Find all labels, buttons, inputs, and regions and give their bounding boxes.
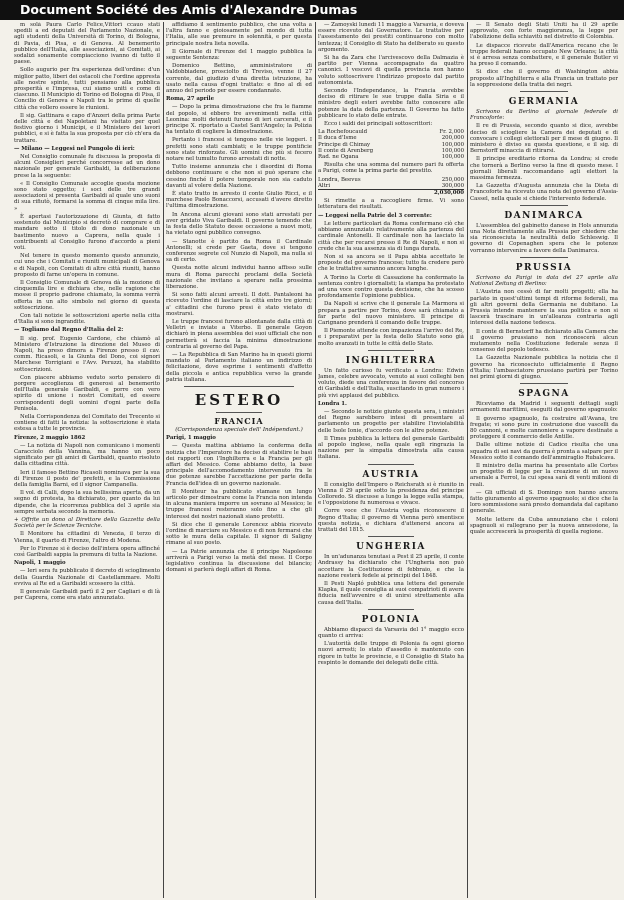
firenze-heading: Firenze, 2 maggio 1862 (14, 434, 86, 441)
paragraph: Molte lettere da Cuba annunziano che i coloni spagnuoli si rallegrano per la nuova annessione, la quale accrescerà la prosperità di quella regione. (470, 516, 618, 535)
paragraph: Si dice che il governo di Washington abbia proposto all'Inghilterra e alla Francia un trattato per la soppressione della tratta dei negri. (470, 69, 618, 88)
paragraph: — Secondo le notizie giunte questa sera, i ministri del Regno sarebbero intesi di presentare al parlamento un progetto per stabilire l'inviolabilità delle Isole Ionie, d'accordo con le altre potenze. (318, 408, 464, 434)
paragraph: In un'adunanza tenutasi a Pest il 25 aprile, il conte Andrassy ha dichiarato che l'Ungheria non può accettare la Costituzione di febbraio, e che la nazione resterà fedele ai principii del 1848. (318, 554, 464, 579)
paragraph: Nella Corrispondenza del Comitato dei Trecento si contiene di fatti la notizia: la sottoscrizione è stata estesa a tutte le provincie. (14, 413, 160, 433)
paragraph: L'Austria non cessò di far molti progetti; ella ha parlato in quest'ultimi tempi di riforme federali, ma gli altri governi della Germania ne dubitano. La Prussia intende mantenere la sua politica e non si lascerà trascinare in un'alleanza contraria agli interessi della nazione tedesca. (470, 289, 618, 327)
loan-value: 250,000 (441, 176, 464, 183)
paragraph: Il conte di Bernstorff ha dichiarato alla Camera che il governo prussiano non riconoscerà alcun mutamento nella Costituzione federale senza il consenso del popolo tedesco. (470, 328, 618, 354)
paragraph: Domenico Bettino, amministratore di Valdobbiadene, prosciolto di Treviso, venne il 27 corrente, dal giudizio d'una diretta istruzione, ha usato nella causa d'ogni trattato: e fino al dì ed annuo del periodo per essere condannato. (166, 63, 312, 95)
section-divider (520, 257, 568, 258)
francia-subheading: (Corrispondenza speciale dell' Indépendant.) (175, 426, 303, 433)
paragraph: Il vol. di Calli, dopo la sua bellissima aperta, da un segno di protesta, ha dichiarato, per quanto da lui dipende, che la ricorrenza pubblica del 3 aprile sia sempre serbata secondo la memoria. (14, 490, 160, 515)
paragraph: Questa notte alcuni individui hanno affisso sulle mura di Roma parecchi proclami della Società nazionale che invitano a sperare nella prossima liberazione. (166, 265, 312, 290)
paragraph: Nel tenere in questo momento questo annunzio, cui uno che i Comitati e riuniti municipali di Genova e di Napoli, con Comitati di altre città riuniti, hanno proposto di farne un'opera in comune. (14, 253, 160, 278)
paragraph: m solà Paura Carlo Felice,Vittorî ccauo stati spedili a ed deputati del Parlamento Nazionale, e agli studenti della Università di Torino, di Bologna, di Pavia, di Pisa, e di Genova. Al benemerito pubblico dell'Italia, alle associazioni, ai Comitati, ai sodalizi sonamente compiacciono ivanno di tutto il paese. (14, 22, 160, 66)
loan-value: 100,000 (441, 154, 464, 161)
item-heading (318, 213, 464, 219)
paragraph: — Dopo la prima dimostrazione che fra le fiamme del popolo, si ebbero tre avvenimenti nella città Leonina: molti detenuti furono di ieri carcerati, e il principe X. riportato a Castel Sant'Angelo; la Polizia ha tentato di cogliere la dimostrazione. (166, 104, 312, 136)
paragraph: Dalle ultime notizie di Cadice risulta che una squadra di sei navi da guerra è pronta a salpare per il Messico sotto il comando dell'ammiraglio Rubalcava. (470, 442, 618, 461)
section-divider (520, 383, 568, 384)
paragraph: Il Monitore ha cittadini di Venezia, il terzo di Vienna, il quarto di Firenze, l'altro di Modena. (14, 531, 160, 544)
paragraph: — Stanotte è partito da Roma il Cardinale Antonelli; si crede per Gaeta, dove si tengono conferenze segrete col Nunzio di Napoli, ma nulla si sa di certo. (166, 238, 312, 264)
paragraph: Il Pesti Napló pubblica una lettera del generale Klapka, il quale consiglia ai suoi compatrioti di avere fiducia nell'avvenire e di unirsi strettamente alla causa dell'Italia. (318, 581, 464, 606)
loan-value: 200,000 (441, 135, 464, 142)
paragraph: Il governo spagnuolo, fa costruire all'Avana, tre fregate; vi sono pure in costruzione due vascelli da 80 cannoni, e molte cannoniere a vapore destinate a proteggere il commercio delle Antille. (470, 415, 618, 441)
loan-table-2 (318, 177, 464, 197)
section-divider (184, 386, 294, 387)
paragraph: La Gazzetta d'Augusta annunzia che la Dieta di Francoforte ha ricevuto una nota del governo d'Assia-Cassel, nella quale si chiede l'intervento federale. (470, 183, 618, 202)
paragraph (470, 275, 618, 287)
paragraph: Il Consiglio Comunale di Genova dà la mozione di cinquemila lire e dichiara che, nelle ragione che mosse il proprio padrone chiamato, la somma verrà offerta in un alto simbolo nel giorno di questa sottoscrizione. (14, 279, 160, 311)
paragraph: A Torino la Corte di Cassazione ha confermato la sentenza contro i giornalisti; la stampa ha protestato ad una voce contro questa decisione, che ha scosso profondamente l'opinione pubblica. (318, 274, 464, 300)
paragraph: Si rimette a a raccogliere firme. Vi sono letteratura dei risultati. (318, 198, 464, 211)
item-heading (14, 435, 160, 441)
paragraph: Le lettere particolari da Roma confermano ciò che abbiamo annunziato relativamente alla partenza del cardinale Antonelli. Il cardinale non ha lasciato la città che per recarsi presso il Re di Napoli, e non si crede che la sua assenza sia di lunga durata. (318, 220, 464, 252)
paragraph: — La notizia di Napoli non comunicano i momenti Caracciolo della Vannina, ma hanno un poco significato per gli amici di Garibaldi, quanto risoluto dalla cittadina città. (14, 442, 160, 468)
item-heading (14, 327, 160, 333)
newspaper-page (14, 22, 620, 898)
paragraph: affidiamo il sentimento pubblico, che una volta a l'altra fanno e gioiosamente pel mondo di tutta l'Italia, alle sue premure in solennità, e per questa principale nostra lieta novella. (166, 22, 312, 47)
polonia-heading: POLONIA (361, 614, 421, 625)
column-1 (14, 22, 160, 898)
loan-name: Londra, Beevus (318, 176, 361, 183)
section-divider (368, 609, 414, 610)
paragraph: Si sono fatti alcuni arresti. Il dott. Pantaleoni ha ricevuto l'ordine di lasciare la città entro tre giorni; a' cittadini che furono presi è stato vietato di mostrarsi. (166, 292, 312, 317)
germania-intro: Scrivono da Berlino al giornale federale di Francoforte: (470, 109, 618, 122)
paragraph: Ieri il famoso Bettino Ricasoli nominava per la sua di Firenze il posto de' prefetti, e la Commissione della famiglia Barni, ed il signor Campanella. (14, 469, 160, 489)
paragraph: Riceviamo da Madrid i seguenti dettagli sugli armamenti marittimi, eseguiti dal governo spagnuolo: (470, 401, 618, 414)
loan-name: Il duca d'Isme (318, 135, 357, 142)
column-3 (318, 22, 464, 898)
londra-heading: Londra 1. (318, 400, 347, 407)
paragraph: Con tali notizie le sottoscrizioni aperte nella citta d'Italia si sono ingrandite. (14, 312, 160, 326)
paragraph: Pertanto i francesi si tengono nelle vie leggeri. I prefetti sono stati cambiati; e le truppe pontificie sono state rinforzate. Gli uomini che più si fecero notare nel tumulto furono arrestati di notte. (166, 137, 312, 163)
napoli-heading: Napoli, 1 maggio (14, 560, 66, 567)
section-divider (368, 536, 414, 537)
paragraph: Nel Consiglio comunale fu discussa la proposta di alcuni Consiglieri perché concorresse ad un dono nazionale per generale Garibaldi, la deliberazione prese la la seguente: (14, 154, 160, 179)
paragraph: Per lo Firenze si è deciso dell'intera opera affinché così Garibaldi sappia la premura di tutta la Nazione. (14, 545, 160, 559)
prussia-heading: PRUSSIA (515, 262, 573, 273)
loan-total-value: 2,030,000 (404, 190, 464, 197)
paragraph: Il sig. prof. Eugenio Cardone, che chiamò al Ministero d'Istruzione la direzione del Museo di Napoli, ha preso dimora a Firenze presso il cav. comm. Ricasoli, e la Giunta del Dono, coi signori Marchese Torrigiani e l'Avv. Peruzzi, ha stabilito sottoscrizioni. (14, 335, 160, 373)
paragraph: — Questa mattina abbiamo la conferma della notizia che l'Imperatore ha deciso di stabilire le basi dei rapporti con l'Inghilterra e la Francia per gli affari del Messico. Come abbiamo detto, la base principale dell'accomodamento intervenuto fra le due potenze sarebbe l'accettazione per parte della Francia dell'idea di un governo nazionale. (166, 443, 312, 487)
paragraph: Secondo l'Independance, la Francia avrebbe deciso di ritirare le sue truppe dalla Siria e il ministro degli esteri avrebbe fatto conoscere alle potenze la data della partenza. Il Governo ha fatto pubblicare lo stato delle entrate. (318, 88, 464, 119)
table-row (318, 154, 464, 160)
patrie-heading: — Leggesi nella Patrie del 3 corrente: (318, 212, 432, 219)
paragraph: Risulta che una somma del numero pari fu offerta a Parigi, come la prima parte del prestito. (318, 162, 464, 175)
paragraph: Si dice che il generale Lorencez abbia ricevuto l'ordine di marciare su Messico e di non fermarsi che sotto le mura della capitale. Il signor di Saligny rimane al suo posto. (166, 521, 312, 547)
paragraph: Il re di Prussia, secondo quanto si dice, avrebbe deciso di sciogliere la Camera dei deputati e di convocare i collegi elettorali per il mese di giugno. Il ministero è diviso su questa questione, e il sig. di Bernstorff minaccia di ritirarsi. (470, 123, 618, 155)
danimarca-heading: DANIMARCA (504, 210, 584, 221)
document-banner (0, 0, 624, 20)
austria-heading: AUSTRIA (362, 469, 420, 480)
paragraph: È stato tratto in arresto il conte Giulio Ricci, e il marchese Paolo Bonaccorsi, accusati d'avere diretto l'ultima dimostrazione. (166, 191, 312, 210)
spagna-heading: SPAGNA (518, 389, 570, 400)
column-rule (315, 22, 316, 898)
paragraph: È apertasi l'autorizzazione di Giunta, di fatto sostenuto dal Municipio si decretò di comprare e di mandare sotto il titolo di dono nazionale un bastimento nuovo a Caprera, nella quale i contribuenti al Consiglio furono d'accordo a pieni voti. (14, 213, 160, 251)
roma-heading: Roma, 27 aprile (166, 96, 215, 103)
paragraph: — Ieri sera fu pubblicato il decreto di scioglimento della Guardia Nazionale di Castellammare. Molti evviva al Re ed a Garibaldi scossero la città. (14, 568, 160, 587)
paragraph: — La Patrie annunzia che il principe Napoleone arriverà a Parigi verso la metà del mese. Il Corpo legislativo continua la discussione del bilancio; domani si parlerà degli affari di Roma. (166, 548, 312, 574)
paragraph: « Il Consiglio Comunale accoglie questa mozione sono stato oggetto; i soci delle tre grandi associazioni si presenta Garibaldi al quale uno suoni di sua rifiutò, formarsi la somma di cinque mila lire. » (14, 180, 160, 212)
loan-total-name (318, 190, 404, 197)
paragraph: — Gli ufficiali di S. Domingo non hanno ancora fatto giuramento al governo spagnuolo; si dice che la loro sommissione sarà presto domandata dal capitano generale. (470, 489, 618, 515)
paragraph: L'assemblea del gabinetto danese in Hols annunzia una Nota direttamente alla Prussia per chiedere che sia riconosciuta la neutralità dello Schleswig. Il governo di Copenaghen spera che le potenze vorranno intervenire a favore della Danimarca. (470, 222, 618, 254)
item-heading (318, 401, 464, 407)
paragraph: Le dispacce ricevute dall'America recano che le truppe federali hanno occupato New Orleans; la città si è arresa senza combattere, e il generale Butler vi ha preso il comando. (470, 42, 618, 68)
paragraph: Tutto insieme annunzia che i disordini di Roma debbono continuare e che non si può sperare che cessino finché il potere temporale non sia caduto davanti al volere della Nazione. (166, 164, 312, 189)
francia-heading: FRANCIA (214, 415, 264, 426)
item-heading (166, 96, 312, 102)
paragraph: Il Piemonte attende con impazienza l'arrivo del Re, e i preparativi per la festa dello Statuto sono già molto avanzati in tutte le città dello Stato. (318, 328, 464, 347)
item-heading (166, 435, 312, 441)
paragraph: La Gazzetta Nazionale pubblica la notizia che il governo ha riconosciuto ufficialmente il Regno d'Italia; l'ambasciatore prussiano partirà per Torino nei primi giorni di giugno. (470, 355, 618, 380)
loan-name: Principe di Chimay (318, 141, 371, 148)
paragraph: Si ha da Zara che l'arcivescovo della Dalmazia è partito per Vienna accompagnato da quattro canonici. I vescovi di quella provincia non hanno voluto sottoscrivere l'indirizzo proposto dal partito autonomista. (318, 55, 464, 86)
section-divider (520, 91, 568, 92)
loan-name: La Rochefoucauld (318, 129, 368, 136)
tecnica-heading: + Offrite un dono al Direttore della Gazzetta della Società per le Scienze Tecniche. (14, 517, 160, 530)
paragraph: Non si sa ancora se il Papa abbia accettato le proposte del governo francese; tutto fa credere però che le trattative saranno ancora lunghe. (318, 253, 464, 273)
column-4 (470, 22, 618, 898)
paragraph: Il consiglio dell'Impero o Reichsrath si è riunito in Vienna il 29 aprile sotto la presidenza del principe Colloredo. Si discusse a lungo la legge sulla stampa, e l'opposizione fu numerosa e vivace. (318, 481, 464, 507)
paragraph: Ecco i saldi dei principali sottoscrittori: (324, 121, 433, 128)
paragraph: Il ministro della marina ha presentato alle Cortes un progetto di legge per la creazione di un nuovo arsenale a Ferrol, la cui spesa sarà di venti milioni di reali. (470, 462, 618, 488)
paragraph: Corre voce che l'Austria voglia riconoscere il Regno d'Italia; il governo di Vienna però smentisce questa notizia, e dichiara d'attenersi ancora ai trattati del 1815. (318, 508, 464, 534)
prussia-intro: Scrivono da Parigi in data del 27 aprile alla National Zeitung di Berlino: (470, 274, 618, 288)
paragraph: Sollo augurio per fra esperienza dell'ordine: d'un miglior patto, liberi dei ostacoli che l'ordine appresta alle nostre spinte, tutti pensiamo alla pubblica prosperità e l'impresa, cui siamo uniti e come di ciascuno. Il Municipio di Torino ed Bologna di Pisa, il Concilio di Genova e Napoli tra le prime di quelle città che vollero essere le riunioni. (14, 67, 160, 111)
loan-name: Il conte di Arenberg (318, 147, 374, 154)
section-divider (520, 205, 568, 206)
paragraph: — La Repubblica di San Marino ha in questi giorni mandato al Parlamento italiano un indirizzo di felicitazione, dove esprime i sentimenti d'affetto della piccola e antica repubblica verso la grande patria italiana. (166, 351, 312, 383)
section-divider (216, 412, 262, 413)
loan-name: Altri (318, 182, 331, 189)
paragraph: Il principe ereditario ritorna da Londra; si crede che tornerà a Berlino verso la fine di questo mese. I giornali liberali raccomandano agli elettori la massima fermezza. (470, 156, 618, 182)
paragraph (470, 109, 618, 121)
paragraph: In Ancona alcuni giovani sono stati arrestati per aver gridato Viva Garibaldi. Il governo temendo che la festa dello Statuto desse occasione a nuovi moti, ha vietato ogni pubblico convegno. (166, 211, 312, 237)
loan-table (318, 129, 464, 160)
loan-value: 100,000 (441, 141, 464, 148)
estero-heading: ESTERO (194, 390, 284, 409)
item-heading (14, 146, 160, 152)
table-row (318, 183, 464, 190)
loan-value: 100,000 (441, 147, 464, 154)
regno-heading: — Togliamo dal Regno d'Italia del 2: (14, 327, 124, 334)
paragraph: Abbiamo dispacci da Varsavia del 1° maggio ecco quanto ci arriva: (318, 626, 464, 640)
paragraph: L'autorità delle truppe di Polonia fa ogni giorno nuovi arresti; lo stato d'assedio è mantenuto con rigore in tutte le provincie, e il Consiglio di Stato ha respinto le domande dei delegati delle città. (318, 641, 464, 666)
column-rule (163, 22, 164, 898)
paragraph: Il generale Garibaldi partì il 2 per Cagliari e di là per Caprera, come era stato annunziato. (14, 589, 160, 602)
item-heading (14, 517, 160, 529)
paragraph: — Il Senato degli Stati Uniti ha il 29 aprile approvato, con forte maggioranza, la legge per l'abolizione della schiavitù nel distretto di Colombia. (470, 22, 618, 41)
column-rule (467, 22, 468, 898)
paragraph: Il Times pubblica la lettera del generale Garibaldi al popolo inglese, nella quale egli ringrazia la nazione per la simpatia dimostrata alla causa italiana. (318, 435, 464, 461)
paragraph: Il Moniteur ha pubblicato stamane un lungo articolo per dimostrare come la Francia non intenda in alcuna maniera imporre un sovrano al Messico; le truppe francesi resteranno solo fino a che gli interessi dei nostri nazionali siano protetti. (166, 488, 312, 520)
table-total-row (318, 190, 464, 197)
ungheria-heading: UNGHERIA (356, 542, 426, 553)
parigi-heading: Parigi, 1 maggio (166, 435, 216, 442)
milano-heading: — Milano — Leggesi nel Pungolo di ieri: (14, 145, 135, 152)
inghilterra-heading: INGHILTERRA (345, 355, 437, 366)
section-divider (368, 350, 414, 351)
paragraph: Da Napoli si scrive che il generale La Marmora si prepara a partire per Torino, dove sarà chiamato a far parte del nuovo ministero. Il principe di Carignano prenderà il comando delle truppe. (318, 301, 464, 326)
loan-value: 300,000 (441, 182, 464, 189)
column-2 (166, 22, 312, 898)
paragraph: Le truppe francesi furono allontanate dalla città di Velletri e inviate a Viterbo. Il generale Goyon dichiarò in piena assemblea dei suoi ufficiali che non permetterà si faccia la minima dimostrazione contraria al governo del Papa. (166, 318, 312, 350)
paragraph: — Zamoyski lunedì 11 maggio a Varsavia, e doveva essere ricevuto dal Governatore. Le trattative per l'assestamento dei prestiti continuarono con molto lentezza; il Consiglio di Stato ha deliberato su questo argomento. (318, 22, 464, 53)
banner-title: Document Société des Amis d'Alexandre Dumas (20, 2, 358, 17)
loan-value: Fr. 2,000 (439, 129, 464, 136)
paragraph: Con piacere abbiamo veduto sorto pensiero di porgere accoglienza di generosi al benemerito dell'Italia generale Garibaldi, e porre con vero spirito di unione i nostri Comitati, ed essere corrispondenti degli uomini d'ogni parte della Penisola. (14, 374, 160, 412)
item-heading (14, 560, 160, 566)
loan-name: Rad. ne Ogana (318, 154, 359, 161)
paragraph: Il Giornale di Firenze del 1 maggio pubblica la seguente Sentenza: (166, 48, 312, 62)
section-divider (368, 464, 414, 465)
paragraph: Un fatto curioso fu verificato a Londra: Edwin James, celebre avvocato, venuto ai suoi colleghi ben voluto, diede una conferenza in favore del concorso di Garibaldi e dell'Italia, suscitando in gran numero i più vivi applausi del pubblico. (318, 367, 464, 399)
paragraph: Il sig. Gattinara e capo d'Anzeri della prima Parte delle città e dei Napoletani ha visitato per quel festivo giorno i Municipi, e il Ministero dei lavori pubblici, e si è fatta la sua proposta per ciò ch'era da trattare. (14, 112, 160, 144)
germania-heading: GERMANIA (508, 97, 580, 108)
